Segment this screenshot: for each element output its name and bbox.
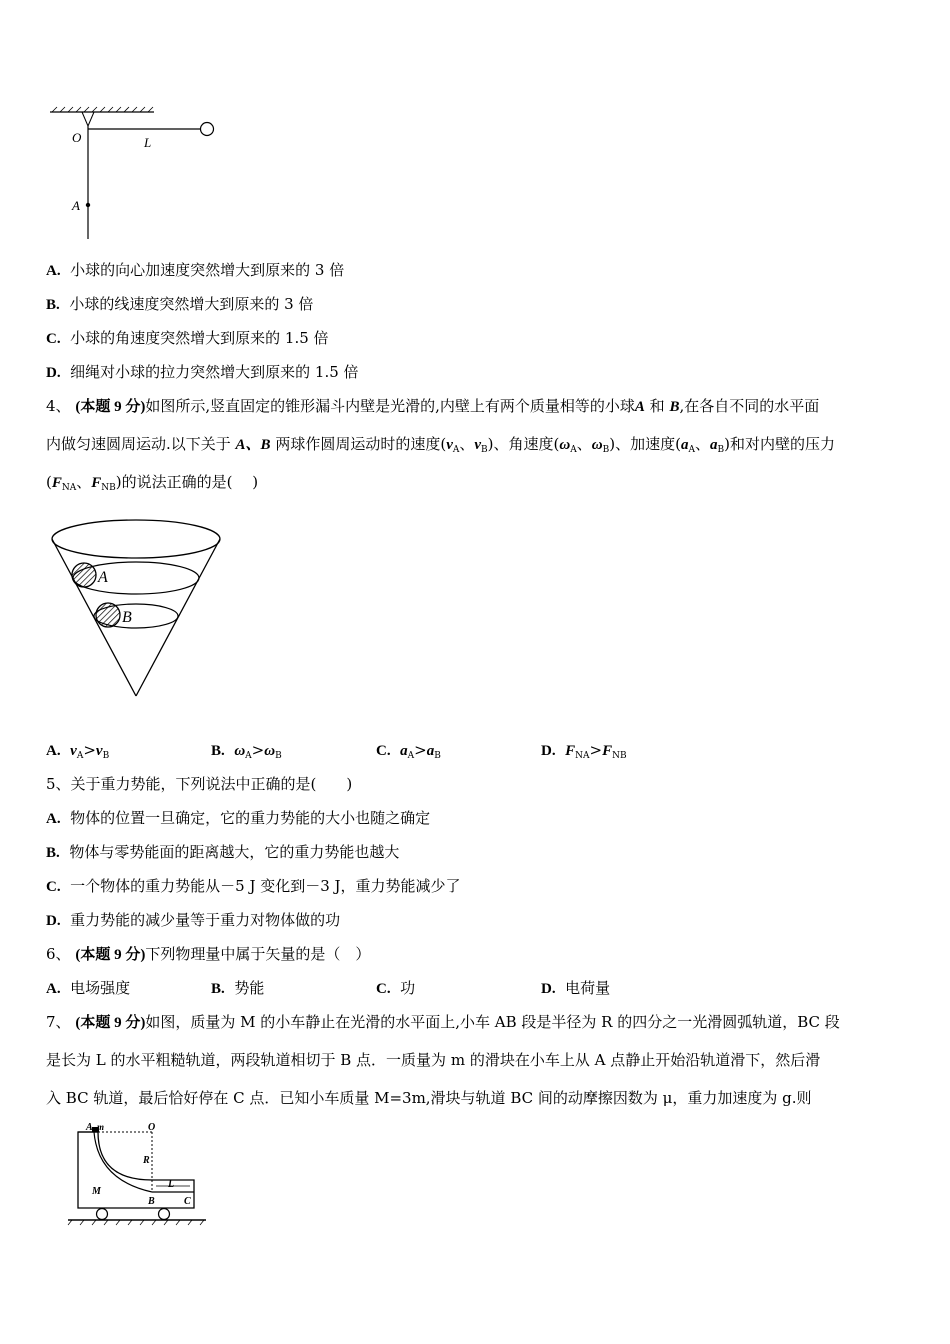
fig7-label-C: C bbox=[184, 1196, 191, 1207]
pendulum-figure bbox=[44, 104, 224, 244]
q4-option-a: A. $v_A>v_B$ bbox=[46, 741, 110, 761]
q3-option-d: D. 细绳对小球的拉力突然增大到原来的 1.5 倍 bbox=[46, 363, 359, 381]
fig7-label-M: M bbox=[92, 1186, 101, 1197]
q7-stem-line1: 7、 (本题 9 分)如图，质量为 M 的小车静止在光滑的水平面上,小车 AB 段是半径为 R 的四分之一光滑圆弧轨道，BC 段 bbox=[46, 1013, 840, 1031]
ball-A-label: A bbox=[98, 569, 108, 586]
q4-option-c: C. $a_A>a_B$ bbox=[376, 741, 441, 761]
label-A: A bbox=[72, 198, 80, 213]
fig7-label-O: O bbox=[148, 1122, 156, 1133]
ball-B-label: B bbox=[122, 609, 132, 626]
fig7-label-m: m bbox=[97, 1122, 105, 1132]
q6-options bbox=[46, 978, 706, 999]
q5-option-d: D. 重力势能的减少量等于重力对物体做的功 bbox=[46, 911, 341, 929]
q4-stem-line3: ($F_{NA}$、$F_{NB}$)的说法正确的是( ) bbox=[46, 473, 259, 493]
q4-option-d: D. $F_{NA}>F_{NB}$ bbox=[541, 741, 627, 761]
cart-track-figure bbox=[64, 1120, 214, 1228]
q6-option-d: D. 电荷量 bbox=[541, 979, 611, 997]
q3-option-a: A. 小球的向心加速度突然增大到原来的 3 倍 bbox=[46, 261, 345, 279]
q4-option-b: B. $\omega_A>\omega_B$ bbox=[211, 741, 282, 761]
fig7-label-B: B bbox=[148, 1196, 155, 1207]
label-O: O bbox=[72, 130, 82, 145]
q4-stem-line2: 内做匀速圆周运动.以下关于 A、B 两球作圆周运动时的速度($v_A$、$v_B$)、角速度($\omega_A$、$\omega_B$)、加速度($a_A$、$a_B$)和对内壁的压力 bbox=[46, 435, 835, 455]
q6-stem: 6、 (本题 9 分)下列物理量中属于矢量的是（ ） bbox=[46, 945, 371, 963]
label-L: L bbox=[144, 135, 152, 150]
fig7-label-L: L bbox=[168, 1179, 175, 1190]
q3-option-b: B. 小球的线速度突然增大到原来的 3 倍 bbox=[46, 295, 314, 313]
q5-option-a: A. 物体的位置一旦确定，它的重力势能的大小也随之确定 bbox=[46, 809, 431, 827]
fig7-label-R: R bbox=[143, 1155, 150, 1166]
q3-option-c: C. 小球的角速度突然增大到原来的 1.5 倍 bbox=[46, 329, 329, 347]
q7-stem-line3: 入 BC 轨道，最后恰好停在 C 点．已知小车质量 M=3m,滑块与轨道 BC 间的动摩擦因数为 μ，重力加速度为 g.则 bbox=[46, 1089, 812, 1107]
q4-options bbox=[46, 740, 706, 766]
q6-option-a: A. 电场强度 bbox=[46, 979, 131, 997]
cone-funnel-figure bbox=[46, 516, 236, 706]
fig7-label-A: A bbox=[86, 1122, 93, 1133]
q6-option-c: C. 功 bbox=[376, 979, 416, 997]
q7-stem-line2: 是长为 L 的水平粗糙轨道，两段轨道相切于 B 点．一质量为 m 的滑块在小车上从 A 点静止开始沿轨道滑下，然后滑 bbox=[46, 1051, 821, 1069]
q5-option-b: B. 物体与零势能面的距离越大，它的重力势能也越大 bbox=[46, 843, 400, 861]
q4-stem-line1: 4、 (本题 9 分)如图所示,竖直固定的锥形漏斗内壁是光滑的,内壁上有两个质量相等的小球A 和 B,在各自不同的水平面 bbox=[46, 397, 820, 415]
q5-stem: 5、关于重力势能，下列说法中正确的是( ) bbox=[46, 775, 353, 793]
q6-option-b: B. 势能 bbox=[211, 979, 265, 997]
q5-option-c: C. 一个物体的重力势能从－5 J 变化到－3 J，重力势能减少了 bbox=[46, 877, 461, 895]
